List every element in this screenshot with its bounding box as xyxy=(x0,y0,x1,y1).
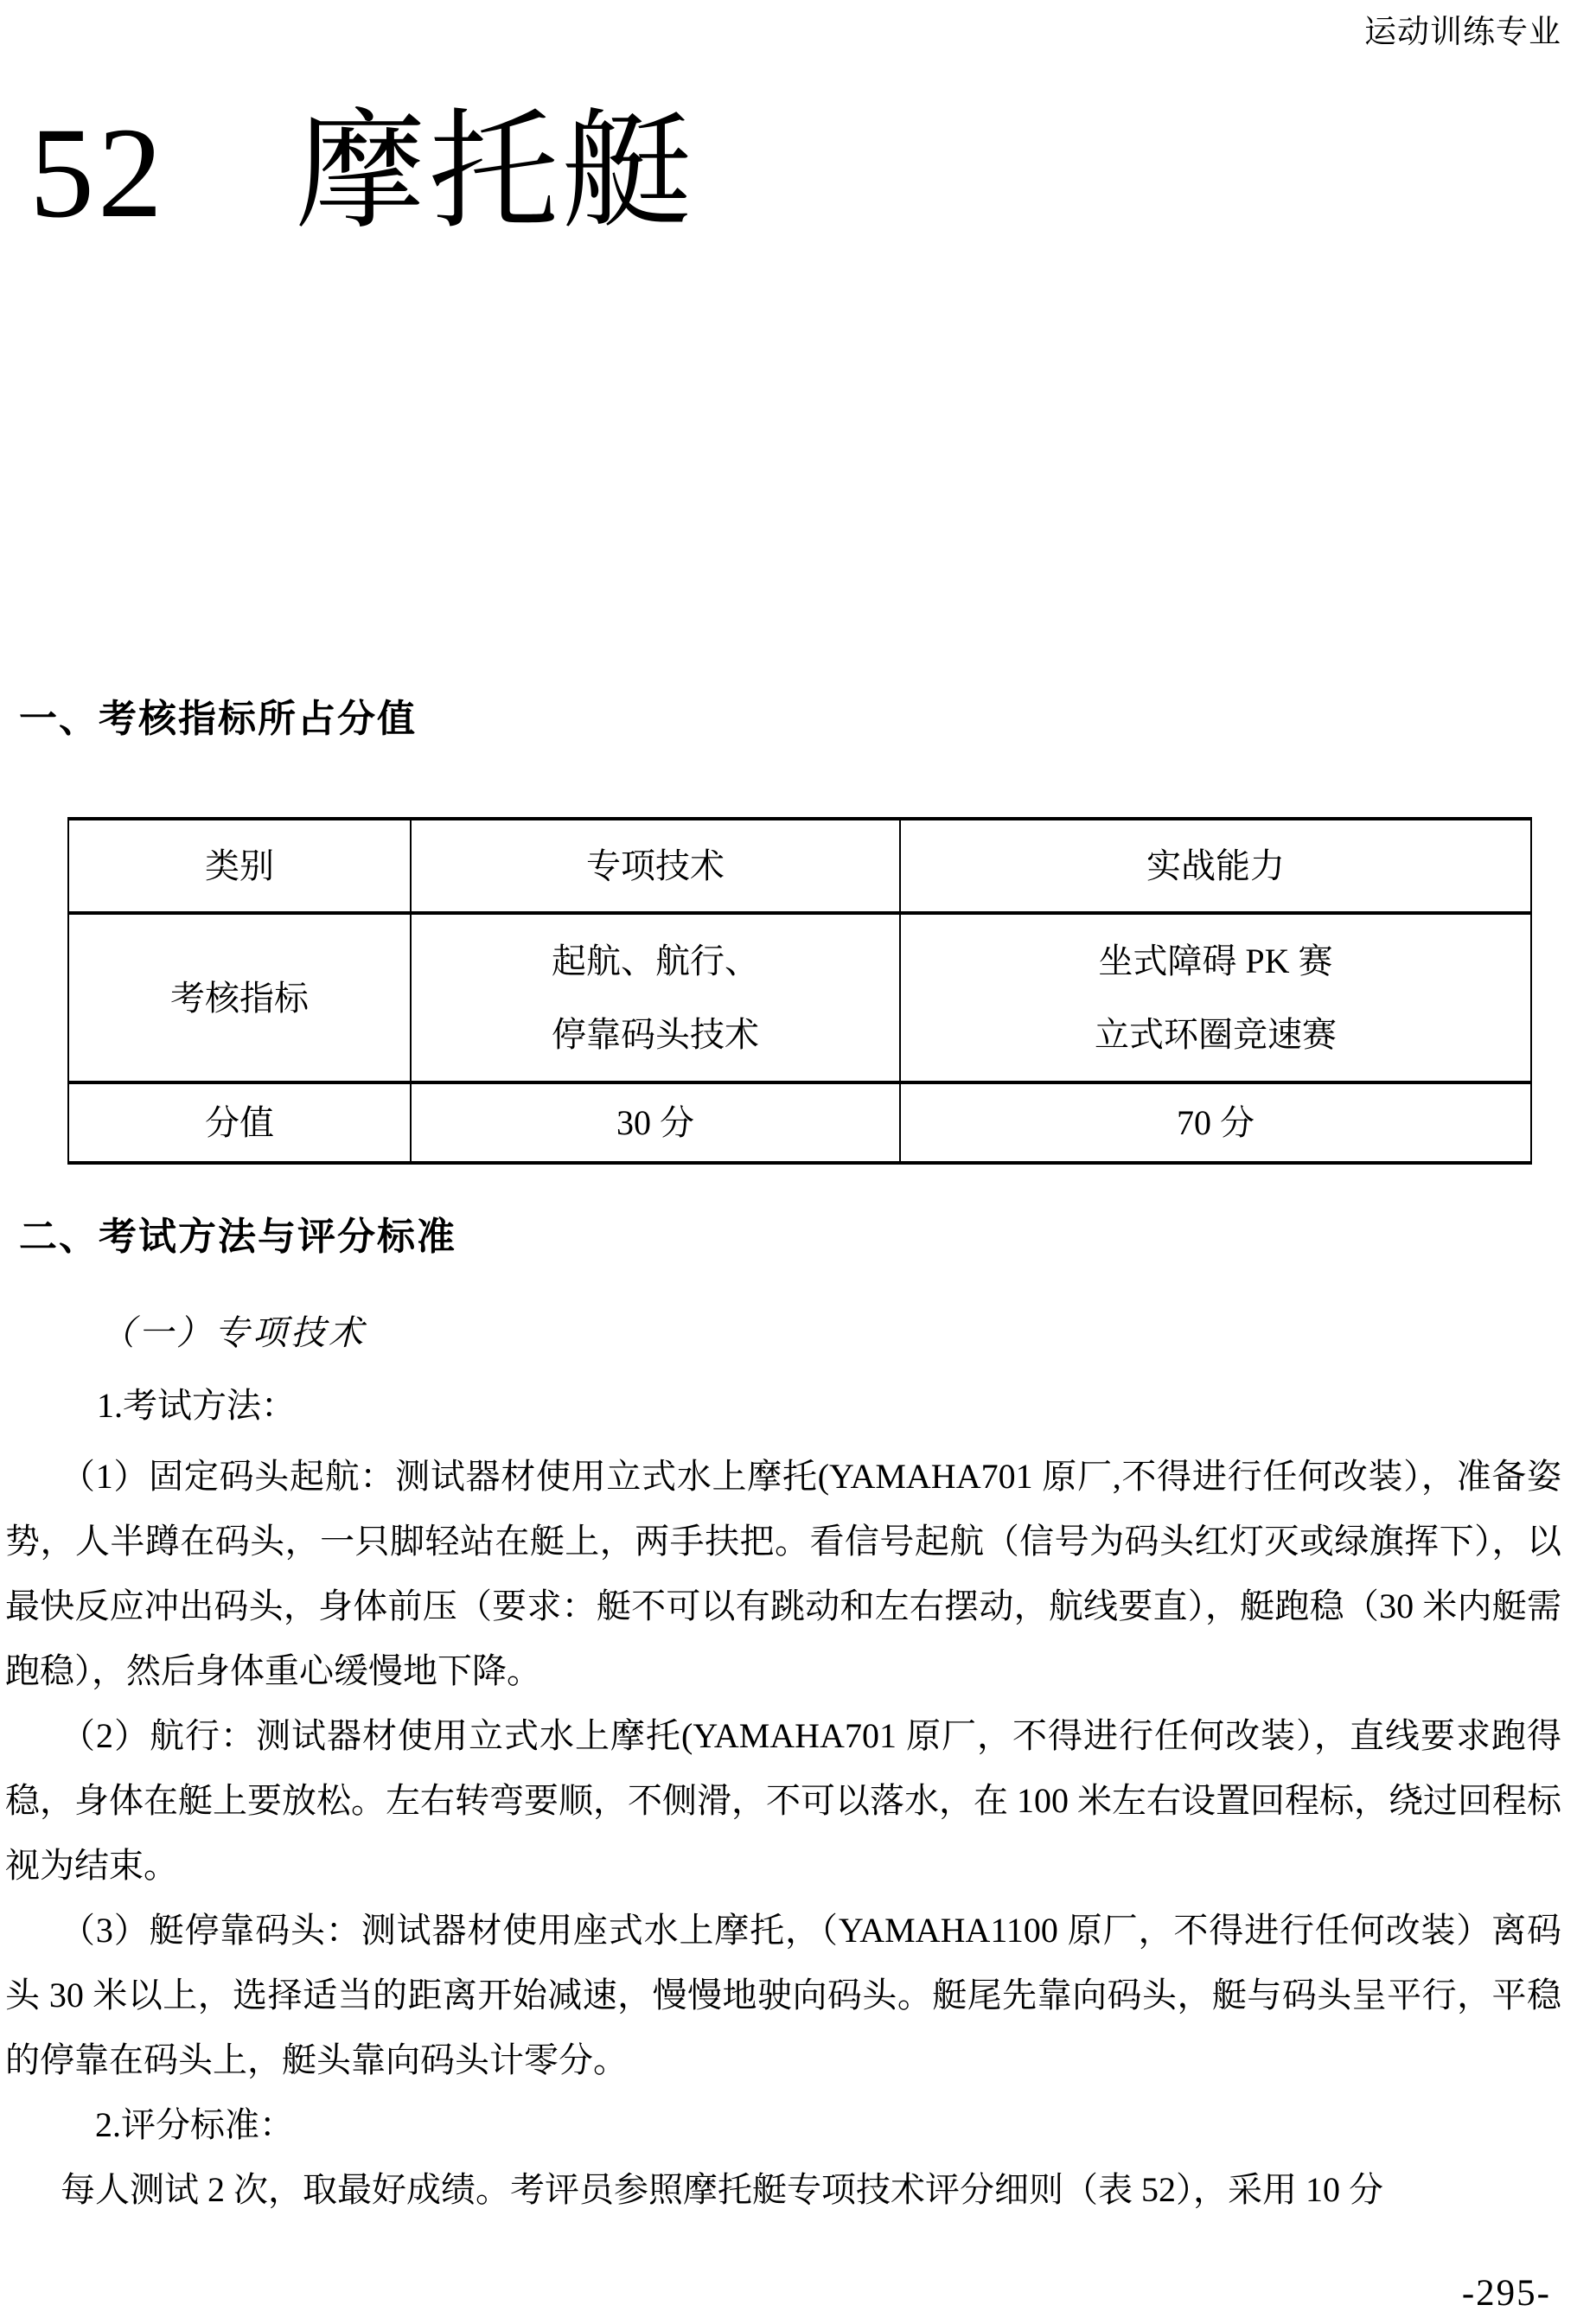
method-paragraph-2: （2）航行：测试器材使用立式水上摩托(YAMAHA701 原厂，不得进行任何改装），直线要求跑得稳，身体在艇上要放松。左右转弯要顺，不侧滑，不可以落水，在 100 米左右设置回程标，绕过回程标视为结束。 xyxy=(5,1716,1561,1885)
cell-text: 专项技术 xyxy=(586,846,725,885)
cell-text: 坐式障碍 PK 赛 xyxy=(1098,942,1333,980)
table-cell xyxy=(900,819,1531,913)
table-row xyxy=(68,1082,1531,1163)
score-table xyxy=(67,817,1532,1165)
table-row xyxy=(68,819,1531,913)
table-cell xyxy=(411,1082,900,1163)
table-cell xyxy=(68,1082,411,1163)
body-text xyxy=(5,1444,1561,2222)
cell-text: 分值 xyxy=(205,1103,274,1142)
table-cell xyxy=(900,1082,1531,1163)
page-header-major-label: 运动训练专业 xyxy=(1364,15,1561,50)
table-cell xyxy=(411,913,900,1082)
chapter-number: 52 xyxy=(29,101,166,245)
cell-text: 70 分 xyxy=(1177,1103,1255,1142)
method-paragraph-3: （3）艇停靠码头：测试器材使用座式水上摩托，（YAMAHA1100 原厂，不得进行任何改装）离码头 30 米以上，选择适当的距离开始减速，慢慢地驶向码头。艇尾先靠向码头，艇与码头呈平行，平稳的停靠在码头上，艇头靠向码头计零分。 xyxy=(5,1911,1561,2079)
chapter-name: 摩托艇 xyxy=(296,101,696,245)
page-number: -295- xyxy=(1461,2273,1551,2314)
section-1-heading: 一、考核指标所占分值 xyxy=(19,698,417,740)
cell-text: 立式环圈竞速赛 xyxy=(1095,1015,1337,1054)
chapter-title xyxy=(29,102,695,245)
section-2-heading: 二、考试方法与评分标准 xyxy=(19,1216,456,1258)
scoring-label: 2.评分标准： xyxy=(95,2105,294,2144)
cell-text: 起航、航行、 xyxy=(552,942,759,980)
table-cell xyxy=(900,913,1531,1082)
table-cell xyxy=(411,819,900,913)
table-cell xyxy=(68,819,411,913)
cell-text: 类别 xyxy=(205,846,274,885)
cell-text: 30 分 xyxy=(616,1103,694,1142)
method-paragraph-1: （1）固定码头起航：测试器材使用立式水上摩托(YAMAHA701 原厂,不得进行任何改装），准备姿势，人半蹲在码头，一只脚轻站在艇上，两手扶把。看信号起航（信号为码头红灯灭或绿旗挥下），以最快反应冲出码头，身体前压（要求：艇不可以有跳动和左右摆动，航线要直），艇跑稳（30 米内艇需跑稳），然后身体重心缓慢地下降。 xyxy=(5,1457,1561,1690)
scoring-paragraph: 每人测试 2 次，取最好成绩。考评员参照摩托艇专项技术评分细则（表 52），采用 10 分 xyxy=(61,2170,1383,2209)
cell-text: 实战能力 xyxy=(1146,846,1285,885)
subsection-heading: （一）专项技术 xyxy=(100,1313,367,1352)
table-row xyxy=(68,913,1531,1082)
cell-text: 停靠码头技术 xyxy=(552,1015,759,1054)
method-label: 1.考试方法： xyxy=(97,1386,296,1425)
cell-text: 考核指标 xyxy=(170,978,309,1018)
table-cell xyxy=(68,913,411,1082)
